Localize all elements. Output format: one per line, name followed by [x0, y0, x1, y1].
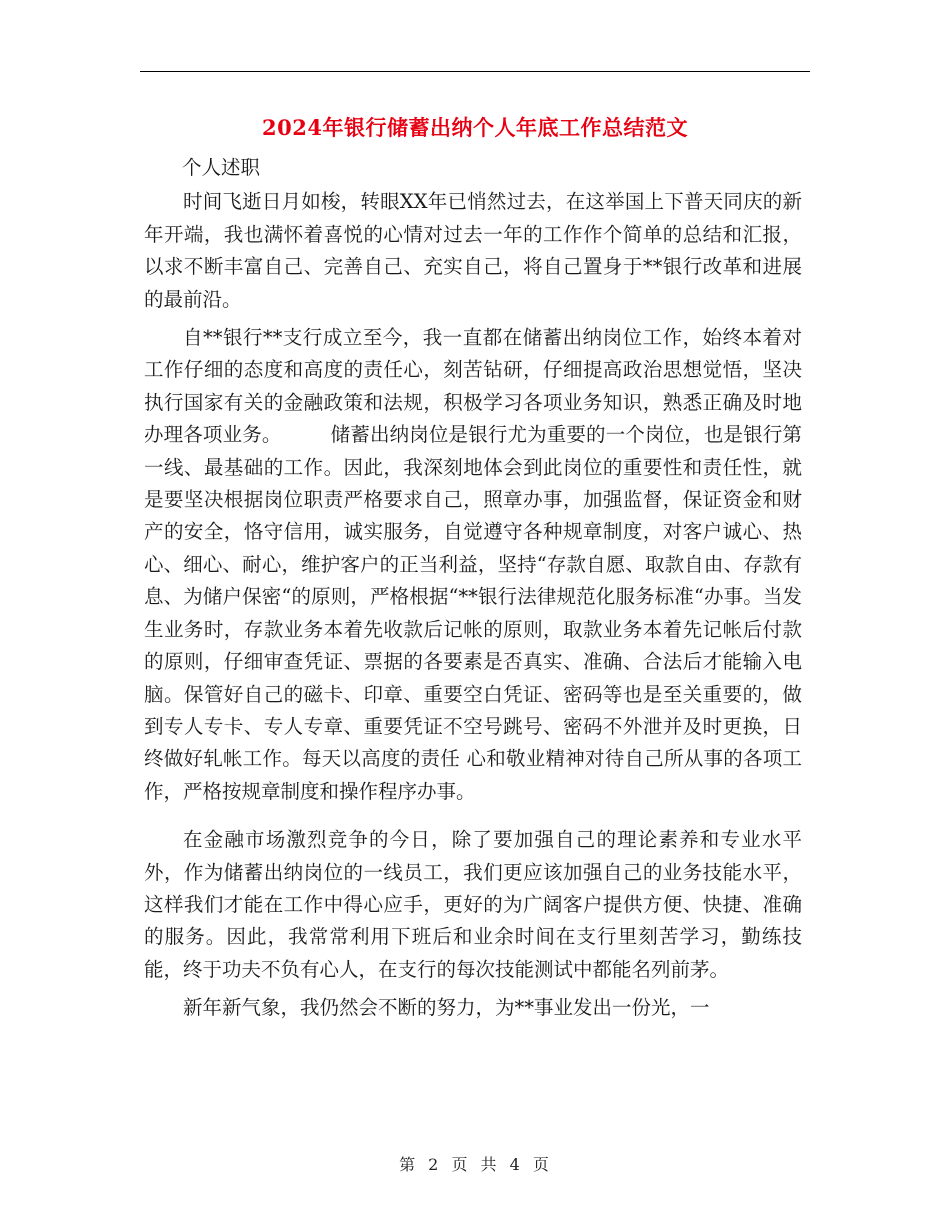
header-rule: [140, 71, 810, 72]
paragraph-2: 自**银行**支行成立至今，我一直都在储蓄出纳岗位工作，始终本着对工作仔细的态度和高度的责任心，刻苦钻研，仔细提高政治思想觉悟，坚决执行国家有关的金融政策和法规，积极学习各项业务知识，熟悉正确及时地办理各项业务。 储蓄出纳岗位是银行尤为重要的一个岗位，也是银行第一线、最基础的工作。因此，我深刻地体会到此岗位的重要性和责任性，就是要坚决根据岗位职责严格要求自己，照章办事，加强监督，保证资金和财产的安全，恪守信用，诚实服务，自觉遵守各种规章制度，对客户诚心、热心、细心、耐心，维护客户的正当利益，坚持“存款自愿、取款自由、存款有息、为储户保密“的原则，严格根据“**银行法律规范化服务标准“办事。当发生业务时，存款业务本着先收款后记帐的原则，取款业务本着先记帐后付款的原则，仔细审查凭证、票据的各要素是否真实、准确、合法后才能输入电脑。保管好自己的磁卡、印章、重要空白凭证、密码等也是至关重要的，做到专人专卡、专人专章、重要凭证不空号跳号、密码不外泄并及时更换，日终做好轧帐工作。每天以高度的责任 心和敬业精神对待自己所从事的各项工作，严格按规章制度和操作程序办事。: [144, 326, 802, 803]
paragraph-4: 新年新气象，我仍然会不断的努力，为**事业发出一份光，一: [183, 996, 710, 1020]
page-number-footer: 第 2 页 共 4 页: [399, 1155, 551, 1174]
document-title: 2024年银行储蓄出纳个人年底工作总结范文: [262, 115, 688, 140]
section-heading: 个人述职: [182, 156, 261, 179]
paragraph-3: 在金融市场激烈竞争的今日，除了要加强自己的理论素养和专业水平外，作为储蓄出纳岗位的一线员工，我们更应该加强自己的业务技能水平，这样我们才能在工作中得心应手，更好的为广阔客户提供方便、快捷、准确的服务。因此，我常常利用下班后和业余时间在支行里刻苦学习，勤练技能，终于功夫不负有心人，在支行的每次技能测试中都能名列前茅。: [144, 828, 802, 981]
document-body: [144, 152, 802, 1025]
paragraph-1: 时间飞逝日月如梭，转眼XX年已悄然过去，在这举国上下普天同庆的新年开端，我也满怀着喜悦的心情对过去一年的工作作个简单的总结和汇报，以求不断丰富自己、完善自己、充实自己，将自己置身于**银行改革和进展的最前沿。: [144, 190, 802, 311]
